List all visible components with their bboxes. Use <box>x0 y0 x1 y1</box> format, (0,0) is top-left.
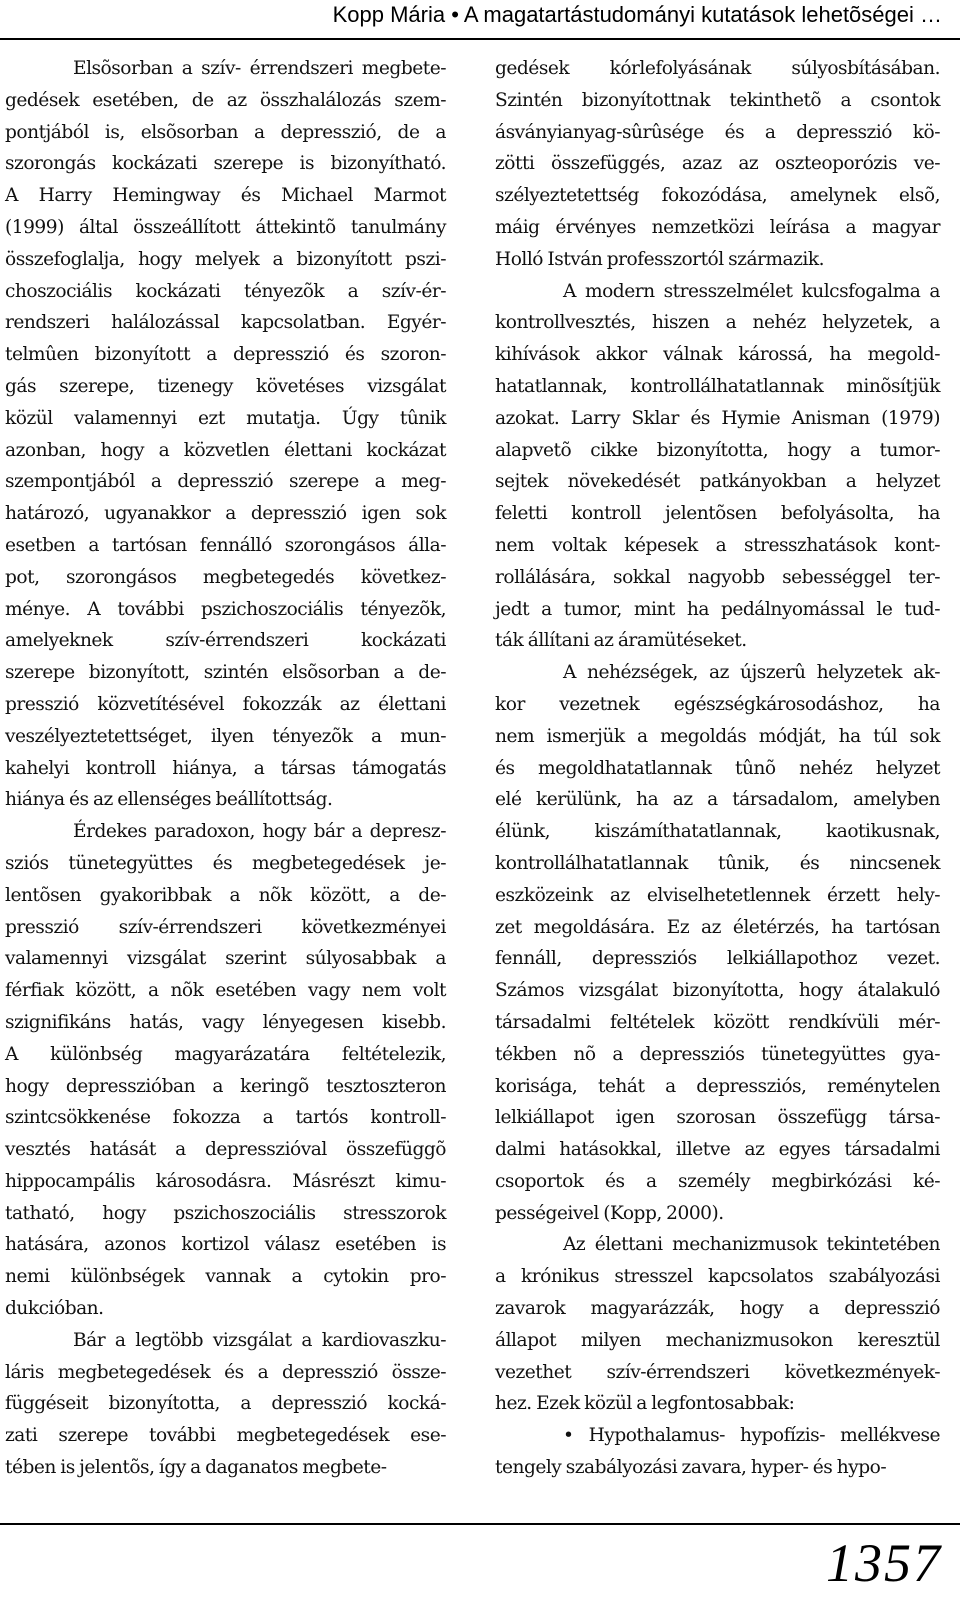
text-line: choszociális kockázati tényezõk a szív-ér- <box>5 280 446 302</box>
text-line: Holló István professzortól származik. <box>495 248 825 270</box>
text-line: tatható, hogy pszichoszociális stresszorok <box>5 1202 446 1224</box>
right-column-paragraph <box>495 1229 940 1420</box>
text-line: hiánya és az ellenséges beállítottság. <box>5 789 333 811</box>
text-line: hez. Ezek közül a legfontosabbak: <box>495 1393 795 1415</box>
text-line: hogy depresszióban a keringõ tesztoszteron <box>5 1075 446 1097</box>
text-line: ásványianyag-sûrûsége és a depresszió kö- <box>495 121 940 143</box>
text-line: férfiak között, a nõk esetében vagy nem volt <box>5 980 446 1002</box>
text-line: gedések kórlefolyásának súlyosbításában. <box>495 58 940 79</box>
text-line: élünk, kiszámíthatatlannak, kaotikusnak, <box>495 821 940 843</box>
text-line: tékben nõ a depressziós tünetegyüttes gya- <box>495 1043 940 1065</box>
text-line: telmûen bizonyított a depresszió és szoron- <box>5 344 446 366</box>
text-line: dalmi hatásokkal, illetve az egyes társadalmi <box>495 1139 940 1161</box>
text-line: pontjából is, elsõsorban a depresszió, de a <box>5 121 446 143</box>
text-line: vesztés hatását a depresszióval összefüggõ <box>5 1139 446 1161</box>
text-line: ménye. A további pszichoszociális tényezõk, <box>5 598 446 620</box>
text-line: zavarok magyarázzák, hogy a depresszió <box>495 1298 940 1320</box>
text-line: közül valamennyi ezt mutatja. Úgy tûnik <box>5 407 446 429</box>
text-line: határozó, ugyanakkor a depresszió igen sok <box>5 503 446 525</box>
text-line: gás szerepe, tizenegy követéses vizsgálat <box>5 375 446 397</box>
text-line: kontrollvesztés, hiszen a nehéz helyzetek, a <box>495 312 940 334</box>
text-line: összefoglalja, hogy melyek a bizonyított pszi- <box>5 248 446 270</box>
text-line: kahelyi kontroll hiánya, a társas támogatás <box>5 757 446 779</box>
text-line: sejtek növekedését patkányokban a helyzet <box>495 471 940 493</box>
text-line: esetben a tartósan fennálló szorongásos álla- <box>5 534 446 556</box>
header-rule <box>0 38 960 40</box>
text-line: nem ismerjük a megoldás módját, ha túl sok <box>495 725 940 747</box>
text-line: valamennyi vizsgálat szerint súlyosabbak a <box>5 948 446 970</box>
text-line: Elsõsorban a szív- érrendszeri megbete- <box>73 58 446 79</box>
right-column <box>495 53 940 1484</box>
text-line: sziós tünetegyüttes és megbetegedések je- <box>5 852 446 874</box>
text-line: Érdekes paradoxon, hogy bár a depresz- <box>73 821 446 843</box>
text-line: dukcióban. <box>5 1298 104 1320</box>
text-line: presszió közvetítésével fokozzák az élettani <box>5 693 446 715</box>
text-line: állapot milyen mechanizmusokon keresztül <box>495 1329 940 1351</box>
text-line: társadalmi feltételek között rendkívüli mér- <box>495 1011 940 1033</box>
text-line: és megoldhatatlannak tûnõ nehéz helyzet <box>495 757 940 779</box>
text-line: ták állítani az áramütéseket. <box>495 630 747 652</box>
text-line: a krónikus stresszel kapcsolatos szabályozási <box>495 1266 940 1288</box>
text-line: A Harry Hemingway és Michael Marmot <box>5 185 446 207</box>
footer-rule <box>0 1523 960 1525</box>
text-line: Bár a legtöbb vizsgálat a kardiovaszku- <box>73 1329 446 1351</box>
running-header: Kopp Mária • A magatartástudományi kutatások lehetõségei … <box>332 2 942 27</box>
text-line: hatására, azonos kortizol válasz esetében is <box>5 1234 446 1256</box>
text-line: eszközeink az elviselhetetlennek érzett hely- <box>495 884 940 906</box>
text-line: láris megbetegedések és a depresszió össze- <box>5 1361 446 1383</box>
text-line: szintcsökkenése fokozza a tartós kontroll- <box>5 1107 446 1129</box>
text-line: rollálására, sokkal nagyobb sebességgel ter- <box>495 566 940 588</box>
text-line: nem voltak képesek a stresszhatások kont- <box>495 534 940 556</box>
text-line: A modern stresszelmélet kulcsfogalma a <box>563 280 940 302</box>
text-line: hippocampális károsodásra. Másrészt kimu- <box>5 1170 446 1192</box>
text-line: fennáll, depressziós lelkiállapothoz vezet. <box>495 948 940 970</box>
text-line: szorongás kockázati szerepe is bizonyítható. <box>5 153 446 175</box>
text-line: (1999) által összeállított áttekintõ tanulmány <box>5 216 446 238</box>
text-line: zati szerepe további megbetegedések ese- <box>5 1425 446 1447</box>
text-line: függéseit bizonyította, a depresszió kocká- <box>5 1393 446 1415</box>
text-line: máig érvényes nemzetközi leírása a magyar <box>495 216 940 238</box>
text-line: szignifikáns hatás, vagy lényegesen kisebb. <box>5 1011 446 1033</box>
text-line: Szintén bizonyítottnak tekinthetõ a csontok <box>495 89 940 111</box>
text-line: rendszeri halálozással kapcsolatban. Egyér- <box>5 312 446 334</box>
text-line: vezethet szív-érrendszeri következmények- <box>495 1361 940 1383</box>
right-column-paragraph <box>495 276 940 658</box>
text-line: szerepe bizonyított, szintén elsõsorban a de- <box>5 662 446 684</box>
text-line: alapvetõ cikke bizonyította, hogy a tumor- <box>495 439 940 461</box>
left-column-paragraph <box>5 53 446 816</box>
text-line: azonban, hogy a közvetlen élettani kockázat <box>5 439 446 461</box>
text-line: kihívások akkor válnak károssá, ha megold- <box>495 344 940 366</box>
left-column-paragraph <box>5 816 446 1325</box>
text-line: elé kerülünk, ha az a társadalom, amelyben <box>495 789 940 811</box>
text-line: szélyeztetettség fokozódása, amelynek elsõ, <box>495 185 940 207</box>
text-line: presszió szív-érrendszeri következményei <box>5 916 446 938</box>
text-line: Az élettani mechanizmusok tekintetében <box>563 1234 940 1256</box>
text-line: csoportok és a személy megbirkózási ké- <box>495 1170 940 1192</box>
text-line: A nehézségek, az újszerû helyzetek ak- <box>563 662 940 684</box>
text-line: feletti kontroll jelentõsen befolyásolta, ha <box>495 503 940 525</box>
right-column-paragraph <box>495 657 940 1229</box>
right-column-paragraph <box>495 1420 940 1484</box>
right-column-paragraph <box>495 53 940 276</box>
text-line: lentõsen gyakoribbak a nõk között, a de- <box>5 884 446 906</box>
left-column <box>5 53 446 1484</box>
text-line: tében is jelentõs, így a daganatos megbete- <box>5 1457 387 1479</box>
page-number: 1357 <box>826 1533 942 1593</box>
text-line: A különbség magyarázatára feltételezik, <box>5 1043 446 1065</box>
text-line: zötti összefüggés, azaz az oszteoporózis ve- <box>495 153 940 175</box>
text-line: Számos vizsgálat bizonyította, hogy átalakuló <box>495 980 940 1002</box>
text-line: lelkiállapot igen szorosan összefügg társa- <box>495 1107 940 1129</box>
text-line: pességeivel (Kopp, 2000). <box>495 1202 724 1224</box>
text-line: veszélyeztetettséget, ilyen tényezõk a mun- <box>5 725 446 747</box>
text-line: korisága, tehát a depressziós, reménytelen <box>495 1075 940 1097</box>
text-line: • Hypothalamus- hypofízis- mellékvese <box>563 1425 940 1447</box>
text-line: gedések esetében, de az összhalálozás szem- <box>5 89 446 111</box>
text-line: hatatlannak, kontrollálhatatlannak minõsítjük <box>495 375 940 397</box>
text-line: azokat. Larry Sklar és Hymie Anisman (1979) <box>495 407 940 429</box>
text-line: kor vezetnek egészségkárosodáshoz, ha <box>495 693 940 715</box>
text-line: tengely szabályozási zavara, hyper- és hypo- <box>495 1457 887 1479</box>
text-line: amelyeknek szív-érrendszeri kockázati <box>5 630 446 652</box>
text-line: szempontjából a depresszió szerepe a meg- <box>5 471 446 493</box>
text-line: kontrollálhatatlannak tûnik, és nincsenek <box>495 852 940 874</box>
text-line: jedt a tumor, mint ha pedálnyomással le tud- <box>495 598 940 620</box>
text-line: zet megoldására. Ez az életérzés, ha tartósan <box>495 916 940 938</box>
left-column-paragraph <box>5 1325 446 1484</box>
text-line: nemi különbségek vannak a cytokin pro- <box>5 1266 446 1288</box>
text-line: pot, szorongásos megbetegedés következ- <box>5 566 446 588</box>
